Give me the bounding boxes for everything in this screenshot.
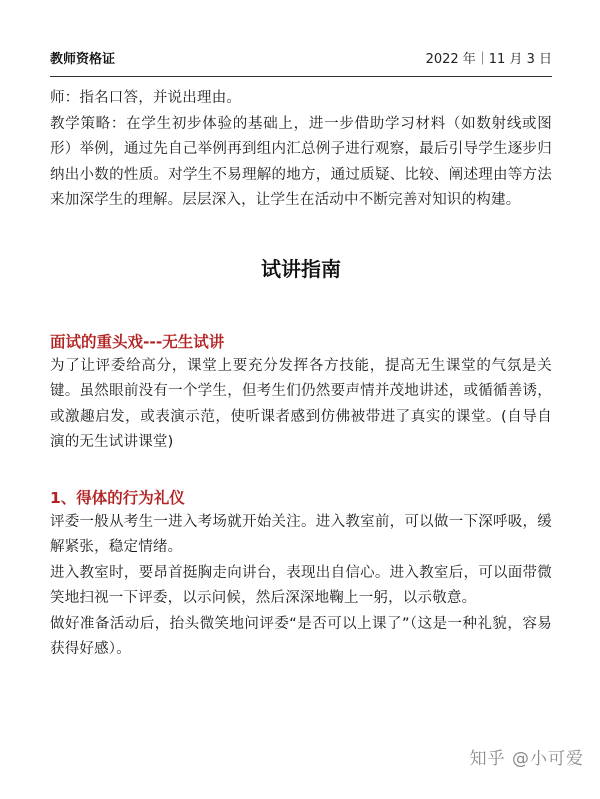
document-header — [50, 46, 552, 68]
etiquette-paragraph-3: 做好准备活动后，抬头微笑地问评委“是否可以上课了”（这是一种礼貌，容易获得好感）。 — [50, 615, 552, 657]
header-title: 教师资格证 — [50, 51, 116, 67]
document-body — [50, 86, 552, 663]
teaching-strategy-paragraph: 教学策略：在学生初步体验的基础上，进一步借助学习材料（如数射线或图形）举例，通过先自己举例再到组内汇总例子进行观察，最后引导学生逐步归纳出小数的性质。对学生不易理解的地方，通过质疑、比较、阐述理由等方法来加深学生的理解。层层深入，让学生在活动中不断完善对知识的构建。 — [50, 115, 552, 208]
etiquette-paragraph-1: 评委一般从考生一进入考场就开始关注。进入教室前，可以做一下深呼吸，缓解紧张，稳定情绪。 — [50, 513, 552, 555]
interview-paragraph: 为了让评委给高分，课堂上要充分发挥各方技能，提高无生课堂的气氛是关键。虽然眼前没有一个学生，但考生们仍然要声情并茂地讲述，或循循善诱，或激趣启发，或表演示范，使听课者感到仿佛被带进了真实的课堂。(自导自演的无生试讲课堂) — [50, 357, 552, 450]
zhihu-watermark: 知乎 @小可爱 — [469, 749, 584, 769]
interview-heading: 面试的重头戏---无生试讲 — [50, 332, 225, 351]
header-divider — [50, 76, 552, 77]
etiquette-paragraph-2: 进入教室时，要昂首挺胸走向讲台，表现出自信心。进入教室后，可以面带微笑地扫视一下评委，以示问候，然后深深地鞠上一躬，以示敬意。 — [50, 564, 552, 606]
section-title: 试讲指南 — [261, 256, 341, 281]
teacher-line: 师：指名口答，并说出理由。 — [50, 90, 242, 106]
etiquette-heading: 1、得体的行为礼仪 — [50, 488, 185, 507]
header-date: 2022 年｜11 月 3 日 — [425, 51, 552, 67]
